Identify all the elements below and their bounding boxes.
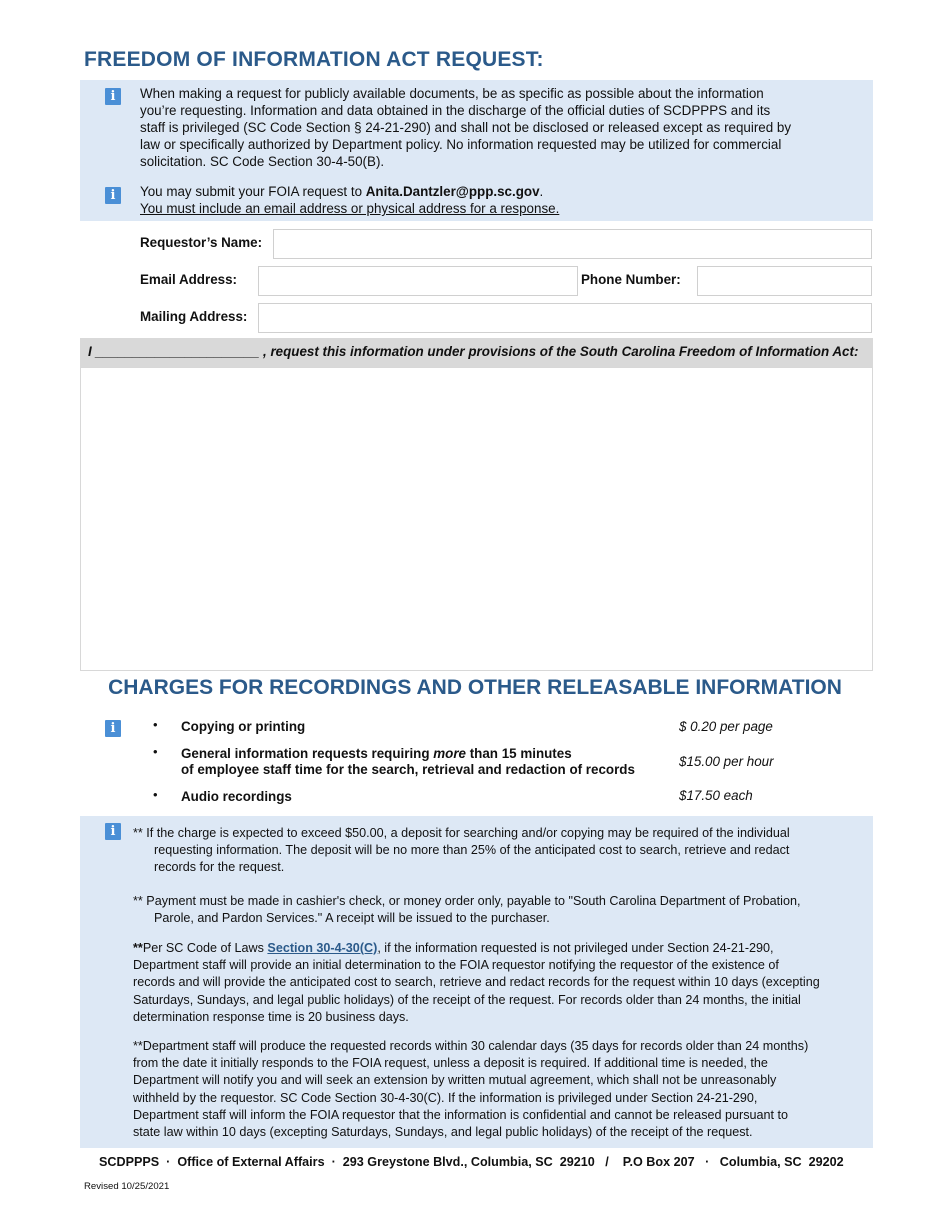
request-statement-bar: [80, 338, 873, 367]
charge-item-label: Copying or printing: [181, 719, 306, 734]
email-address-input[interactable]: [258, 266, 578, 296]
charges-heading: CHARGES FOR RECORDINGS AND OTHER RELEASABLE INFORMATION: [108, 676, 842, 699]
bullet-icon: •: [153, 717, 158, 732]
charge-item-label: General information requests requiring more than 15 minutes of employee staff time for the search, retrieval and redaction of records: [181, 746, 635, 777]
deposit-note: ** If the charge is expected to exceed $50.00, a deposit for searching and/or copying may be required of the individual requesting information. The deposit will be no more than 25% of the anticipated cost to search, retrieve and redact records for the request.: [133, 826, 790, 875]
charge-item-price: $ 0.20 per page: [679, 719, 773, 734]
request-statement-text: I ______________________ , request this information under provisions of the South Carolina Freedom of Information Act:: [88, 344, 859, 359]
info-icon: i: [105, 88, 121, 105]
phone-number-input[interactable]: [697, 266, 872, 296]
revised-date: Revised 10/25/2021: [84, 1181, 170, 1192]
charge-item-label: Audio recordings: [181, 789, 292, 804]
info-icon: i: [105, 720, 121, 737]
must-include-note: You must include an email address or physical address for a response.: [140, 201, 560, 216]
page-title: FREEDOM OF INFORMATION ACT REQUEST:: [84, 48, 544, 71]
email-address-label: Email Address:: [140, 272, 237, 287]
phone-number-label: Phone Number:: [581, 272, 681, 287]
info-icon: i: [105, 187, 121, 204]
bullet-icon: •: [153, 787, 158, 802]
footer-address: SCDPPPS · Office of External Affairs · 293 Greystone Blvd., Columbia, SC 29210 / P.O Box 207 · Columbia, SC 29202: [99, 1155, 844, 1169]
submit-instructions: You may submit your FOIA request to Anita.Dantzler@ppp.sc.gov. You must include an email address or physical address for a response.: [140, 183, 860, 217]
section-30-4-30c-link[interactable]: Section 30-4-30(C): [267, 941, 378, 955]
charge-item-price: $15.00 per hour: [679, 754, 774, 769]
mailing-address-label: Mailing Address:: [140, 309, 248, 324]
mailing-address-input[interactable]: [258, 303, 872, 333]
intro-paragraph: When making a request for publicly available documents, be as specific as possible about the information you’re requesting. Information and data obtained in the discharge of the official duties of SCDPPPS and its staff is privileged (SC Code Section § 24-21-290) and shall not be disclosed or released except as required by law or specifically authorized by Department policy. No information requested may be utilized for commercial solicitation. SC Code Section 30-4-50(B).: [140, 86, 792, 169]
request-details-textarea[interactable]: [80, 367, 873, 671]
requestor-name-label: Requestor’s Name:: [140, 235, 263, 250]
production-note: **Department staff will produce the requested records within 30 calendar days (35 days for records older than 24 months) from the date it initially responds to the FOIA request, unless a deposit is required. If additional time is needed, the Department will notify you and will seek an extension by written mutual agreement, which shall not be unreasonably withheld by the requestor. SC Code Section 30-4-30(C). If the information is privileged under Section 24-21-290, Department staff will inform the FOIA requestor that the information is confidential and cannot be released pursuant to state law within 10 days (excepting Saturdays, Sundays, and legal public holidays) of the receipt of the request.: [133, 1039, 809, 1140]
info-icon: i: [105, 823, 121, 840]
payment-note: ** Payment must be made in cashier's check, or money order only, payable to "South Carolina Department of Probation, Parole, and Pardon Services." A receipt will be issued to the purchaser.: [133, 894, 801, 926]
bullet-icon: •: [153, 744, 158, 759]
submit-email: Anita.Dantzler@ppp.sc.gov: [365, 184, 540, 199]
determination-note: **Per SC Code of Laws Section 30-4-30(C), if the information requested is not privileged under Section 24-21-290, Department staff will provide an initial determination to the FOIA requestor notifying the requestor of the existence of records and will provide the anticipated cost to search, retrieve and redact records for the request within 10 days (excepting Saturdays, Sundays, and legal public holidays) of the receipt of the request. For records older than 24 months, the initial determination response time is 20 business days.: [133, 941, 820, 1024]
charge-item-price: $17.50 each: [679, 788, 753, 803]
requestor-name-input[interactable]: [273, 229, 872, 259]
